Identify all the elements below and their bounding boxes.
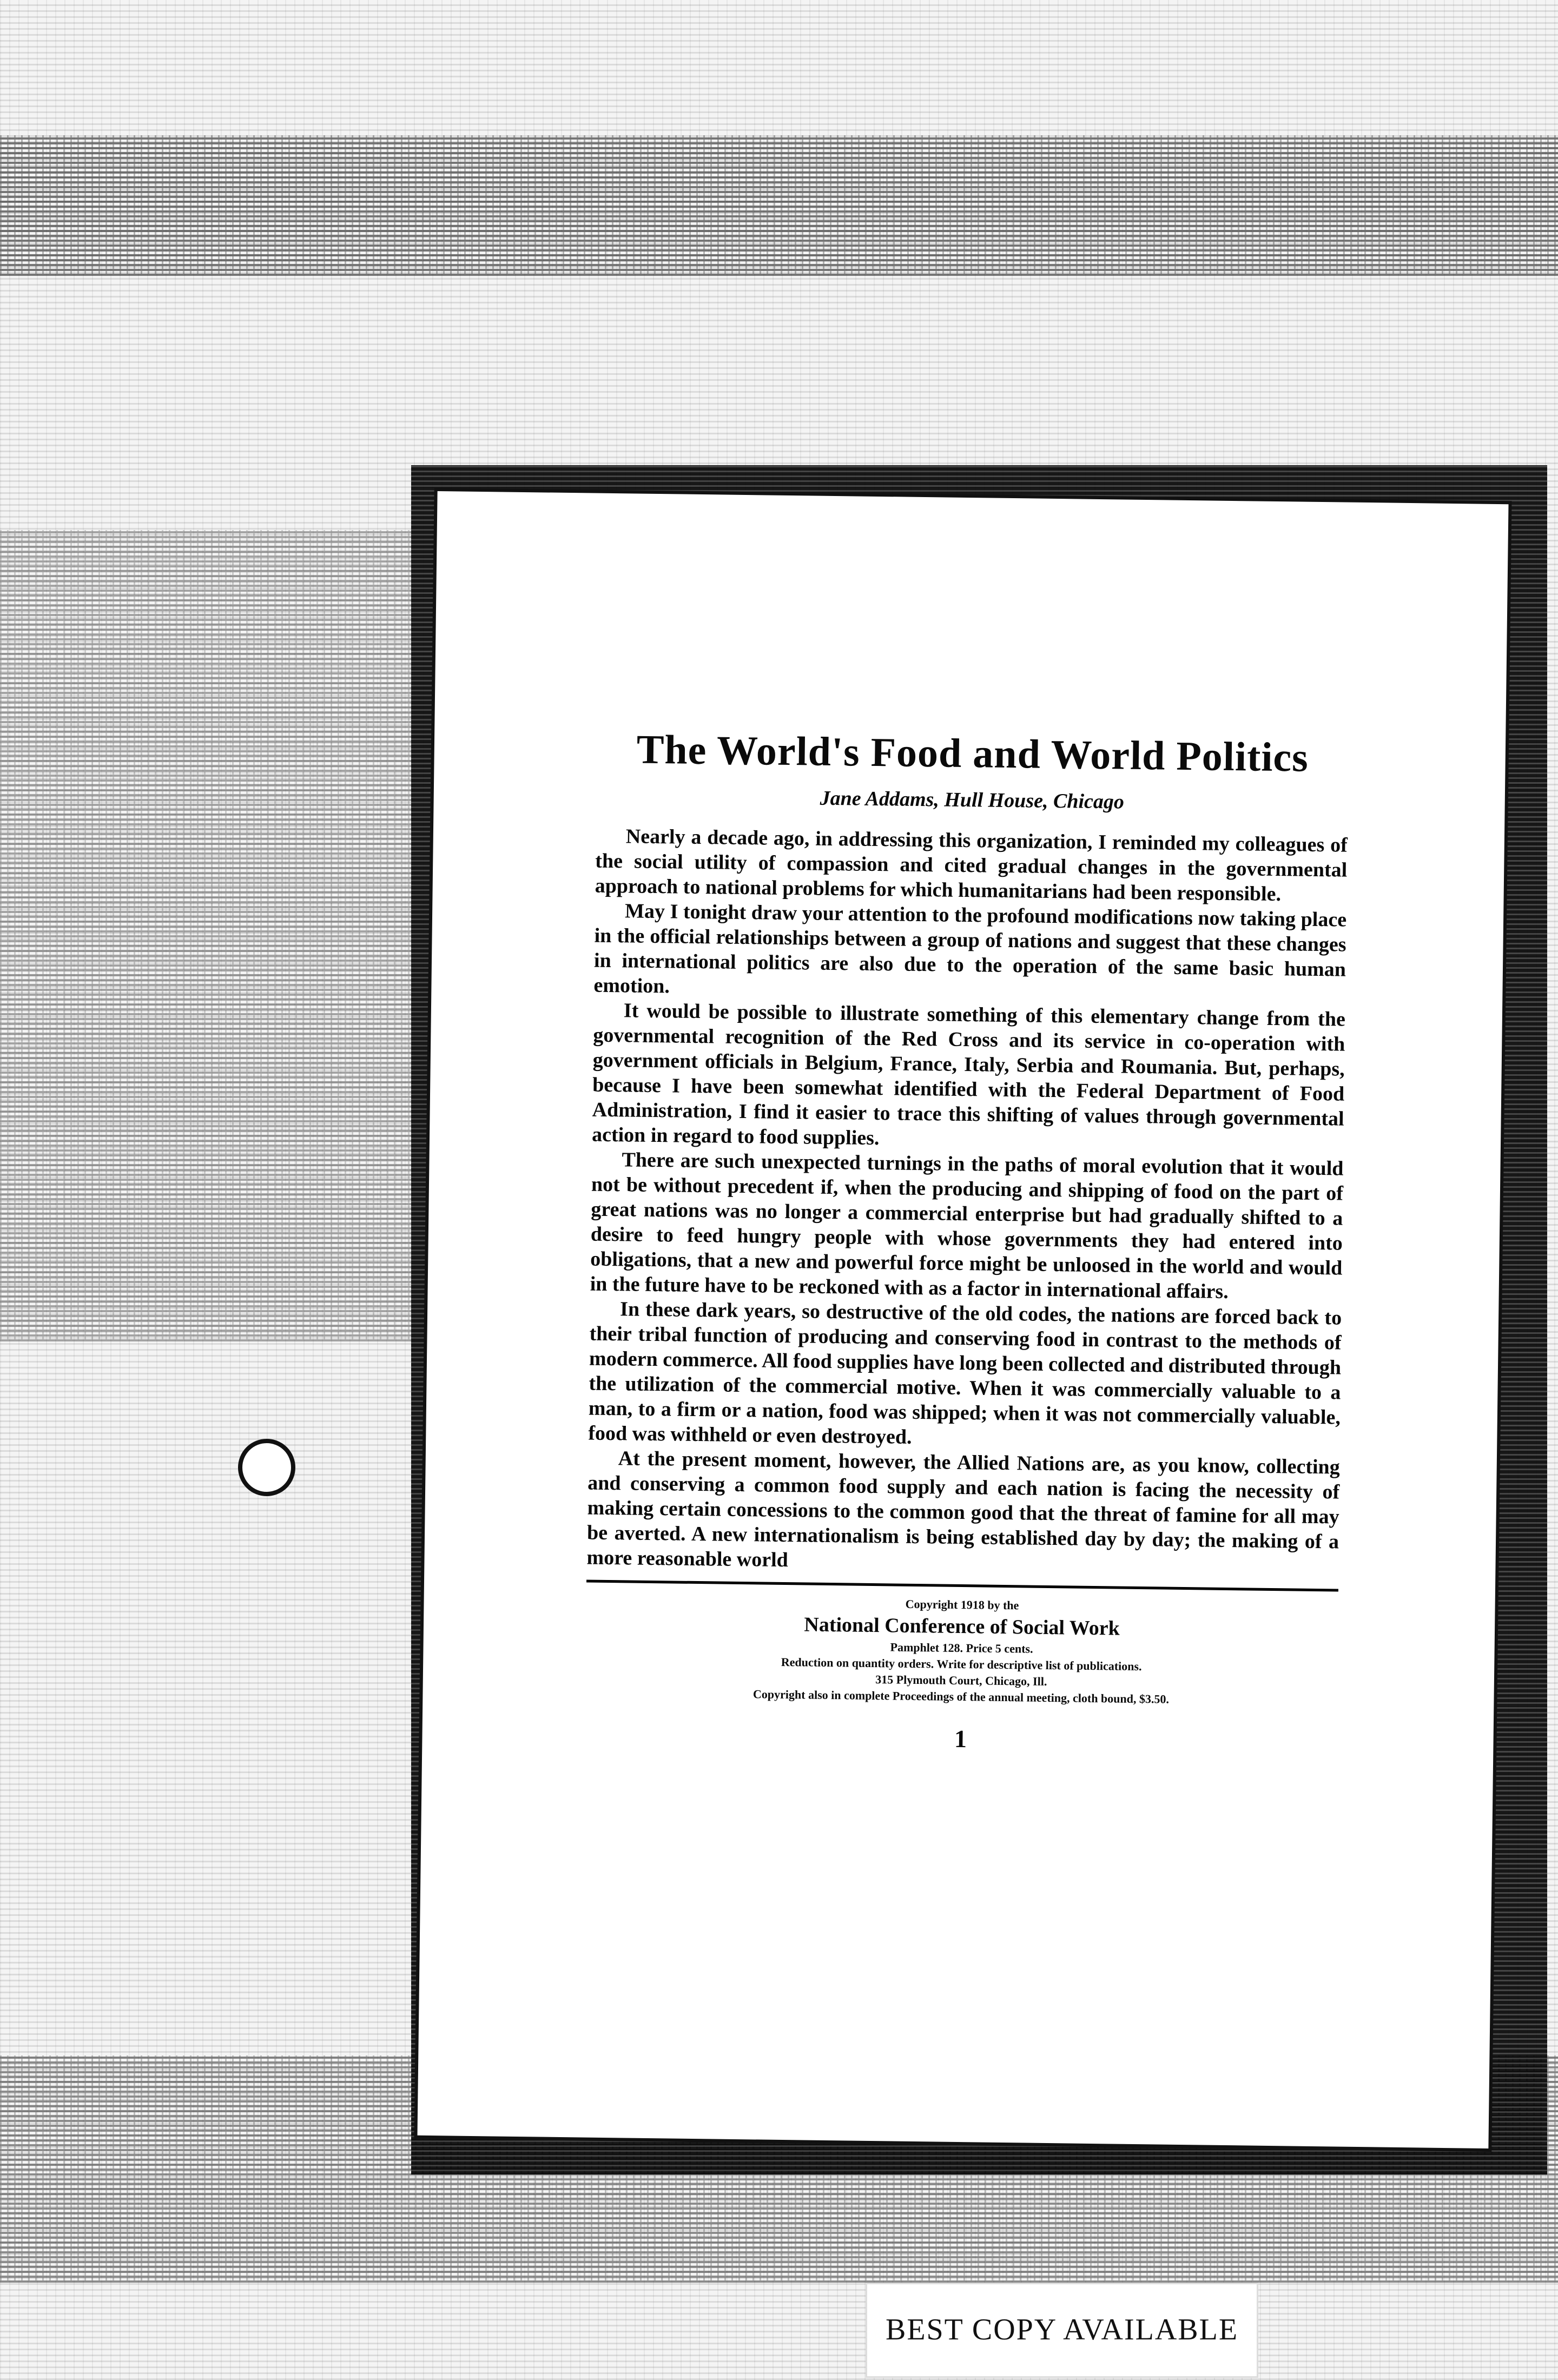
page-number: 1 (954, 1724, 967, 1753)
paragraph-5: In these dark years, so destructive of the old codes, the nations are forced back to their tribal function of producing and conserving food in contrast to the methods of modern commerce. All food supplies have long been collected and distributed through the utilization of the commercial motive. When it was commercially valuable to a man, to a firm or a nation, food was shipped; when it was not commercially valuable, food was withheld or even destroyed. (588, 1298, 1342, 1449)
publisher-name: National Conference of Social Work (804, 1613, 1120, 1640)
paragraph-4: There are such unexpected turnings in the paths of moral evolution that it would not be without precedent if, when the producing and shipping of food on the part of great nations was no longer a commercial enterprise but had gradually shifted to a desire to feed hungry people with whose governments they had entered into obligations, that a new and powerful force might be unloosed in the world and would in the future have to be reckoned with as a factor in international affairs. (590, 1148, 1344, 1303)
paragraph-2: May I tonight draw your attention to the profound modifications now taking place in the official relationships between a group of nations and suggest that these changes in international politics are also due to the operation of the same basic human emotion. (593, 900, 1347, 998)
document-title: The World's Food and World Politics (636, 726, 1309, 781)
stamp-text: BEST COPY AVAILABLE (885, 2313, 1239, 2346)
proceedings-note: Copyright also in complete Proceedings of the annual meeting, cloth bound, $3.50. (752, 1687, 1170, 1706)
punch-hole (238, 1439, 295, 1496)
pamphlet-content (584, 726, 1349, 1758)
copyright-line: Copyright 1918 by the (905, 1597, 1019, 1612)
reduction-note: Reduction on quantity orders. Write for descriptive list of publications. (781, 1655, 1142, 1674)
scan-noise-top (0, 135, 1558, 276)
footer-divider (586, 1580, 1338, 1592)
pamphlet-page (418, 491, 1509, 2148)
scan-noise-left (0, 530, 411, 1341)
pamphlet-price: Pamphlet 128. Price 5 cents. (890, 1640, 1033, 1656)
best-copy-stamp (866, 2283, 1258, 2378)
paragraph-1: Nearly a decade ago, in addressing this organization, I reminded my colleagues of the social utility of compassion and cited gradual changes in the governmental approach to national problems for which humanitarians had been responsible. (595, 825, 1348, 906)
document-author: Jane Addams, Hull House, Chicago (820, 786, 1125, 814)
paragraph-3: It would be possible to illustrate something of this elementary change from the governmental recognition of the Red Cross and its service in co-operation with government officials in Belgium, France, Italy, Serbia and Roumania. But, perhaps, because I have been somewhat identified with the Federal Department of Food Administration, I find it easier to trace this shifting of values through governmental action in regard to food supplies. (591, 999, 1346, 1150)
paragraph-6: At the present moment, however, the Allied Nations are, as you know, collecting and conserving a common food supply and each nation is facing the necessity of making certain concessions to the common good that the threat of famine for all may be averted. A new internationalism is being established day by day; the making of a more reasonable world (586, 1447, 1340, 1572)
copyright-footer (585, 1592, 1338, 1710)
publisher-address: 315 Plymouth Court, Chicago, Ill. (875, 1672, 1047, 1688)
